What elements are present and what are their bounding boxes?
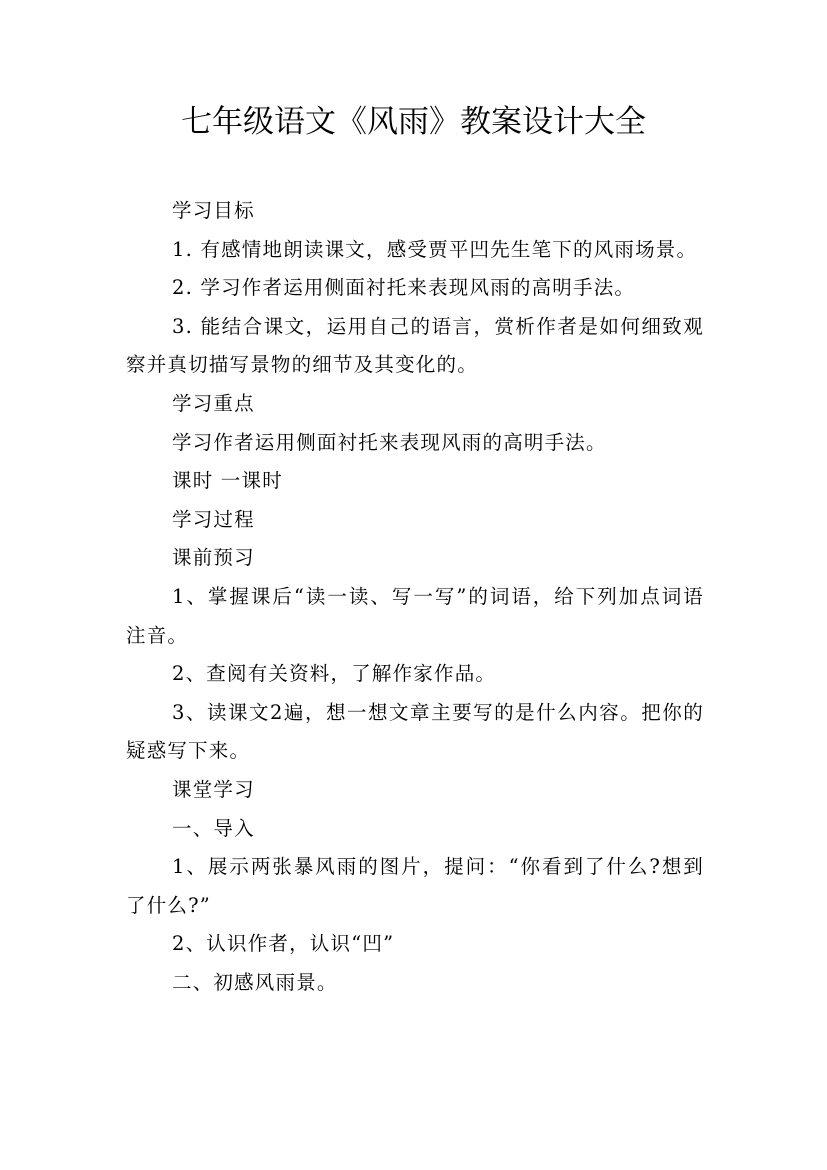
- paragraph: 1、展示两张暴风雨的图片，提问：“你看到了什么?想到了什么?”: [126, 855, 704, 917]
- document-title: 七年级语文《风雨》教案设计大全: [181, 104, 646, 140]
- paragraph: 学习目标: [172, 199, 255, 222]
- paragraph: 2. 学习作者运用侧面衬托来表现风雨的高明手法。: [172, 276, 636, 300]
- paragraph: 学习重点: [172, 391, 255, 415]
- paragraph: 1. 有感情地朗读课文，感受贾平凹先生笔下的风雨场景。: [172, 237, 698, 261]
- paragraph: 3、读课文2遍，想一想文章主要写的是什么内容。把你的疑惑写下来。: [126, 700, 704, 763]
- paragraph: 课前预习: [172, 546, 255, 570]
- paragraph: 二、初感风雨景。: [172, 970, 338, 994]
- paragraph: 2、认识作者，认识“凹”: [172, 932, 395, 956]
- paragraph: 学习过程: [172, 507, 255, 531]
- paragraph: 课堂学习: [172, 777, 255, 801]
- paragraph: 学习作者运用侧面衬托来表现风雨的高明手法。: [172, 430, 607, 454]
- document-body: [126, 192, 704, 1002]
- paragraph: 2、查阅有关资料，了解作家作品。: [172, 662, 497, 686]
- paragraph: 3. 能结合课文，运用自己的语言，赏析作者是如何细致观察并真切描写景物的细节及其变化的。: [126, 314, 704, 377]
- paragraph: 1、掌握课后“读一读、写一写”的词语，给下列加点词语注音。: [126, 584, 704, 647]
- paragraph: 一、导入: [172, 816, 255, 840]
- paragraph: 课时 一课时: [172, 469, 283, 493]
